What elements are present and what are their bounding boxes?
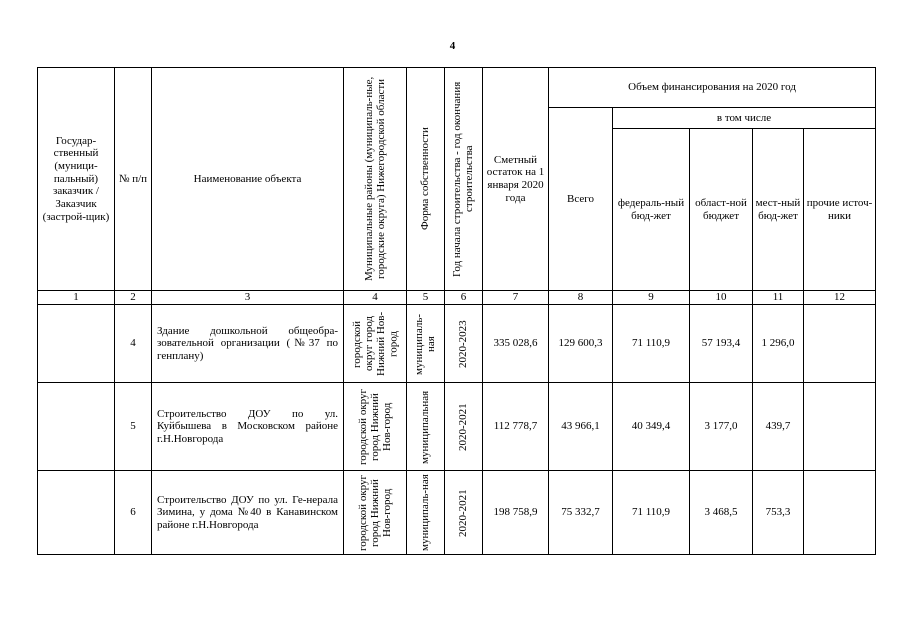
row-no: 6 bbox=[115, 471, 152, 555]
row-ownership bbox=[407, 383, 445, 471]
row-customer bbox=[38, 305, 115, 383]
row-district-text: городской округ город Нижний Нов-город bbox=[350, 311, 400, 376]
column-number: 10 bbox=[690, 291, 753, 305]
row-ownership-text: муниципальная bbox=[419, 389, 432, 464]
row-other bbox=[804, 383, 876, 471]
column-number: 6 bbox=[445, 291, 483, 305]
column-number: 2 bbox=[115, 291, 152, 305]
column-number: 1 bbox=[38, 291, 115, 305]
row-ownership-text: муниципаль-ная bbox=[413, 312, 438, 375]
row-district bbox=[344, 471, 407, 555]
row-local: 439,7 bbox=[753, 383, 804, 471]
column-number: 7 bbox=[483, 291, 549, 305]
row-regional: 3 177,0 bbox=[690, 383, 753, 471]
row-object-name: Здание дошкольной общеобра-зовательной организации (№37 по генплану) bbox=[152, 305, 344, 383]
row-total: 43 966,1 bbox=[549, 383, 613, 471]
row-federal: 40 349,4 bbox=[613, 383, 690, 471]
column-number: 3 bbox=[152, 291, 344, 305]
header-including: в том числе bbox=[613, 108, 876, 129]
header-years-text: Год начала строительства - год окончания строительства bbox=[451, 81, 476, 277]
header-district-text: Муниципальные районы (муниципаль-ные, городские округа) Нижегородской области bbox=[362, 76, 387, 282]
row-years-text: 2020-2021 bbox=[457, 488, 470, 537]
header-total: Всего bbox=[549, 108, 613, 291]
header-other: прочие источ-ники bbox=[804, 129, 876, 291]
row-local: 1 296,0 bbox=[753, 305, 804, 383]
row-years bbox=[445, 471, 483, 555]
table-row bbox=[38, 383, 876, 471]
header-regional: област-ной бюджет bbox=[690, 129, 753, 291]
header-funding-title: Объем финансирования на 2020 год bbox=[549, 68, 876, 108]
header-federal: федераль-ный бюд-жет bbox=[613, 129, 690, 291]
row-years bbox=[445, 383, 483, 471]
row-ownership-text: муниципаль-ная bbox=[419, 474, 432, 551]
column-number: 8 bbox=[549, 291, 613, 305]
row-total: 75 332,7 bbox=[549, 471, 613, 555]
row-local: 753,3 bbox=[753, 471, 804, 555]
row-estimate: 112 778,7 bbox=[483, 383, 549, 471]
column-number: 5 bbox=[407, 291, 445, 305]
row-other bbox=[804, 471, 876, 555]
row-ownership bbox=[407, 305, 445, 383]
column-numbers-row bbox=[38, 291, 876, 305]
row-regional: 57 193,4 bbox=[690, 305, 753, 383]
row-years bbox=[445, 305, 483, 383]
header-years bbox=[445, 68, 483, 291]
column-number: 11 bbox=[753, 291, 804, 305]
row-district bbox=[344, 305, 407, 383]
header-row-no: № п/п bbox=[115, 68, 152, 291]
column-number: 12 bbox=[804, 291, 876, 305]
header-ownership bbox=[407, 68, 445, 291]
header-ownership-text: Форма собственности bbox=[419, 127, 432, 231]
row-district-text: городской округ город Нижний Нов-город bbox=[356, 474, 394, 551]
row-regional: 3 468,5 bbox=[690, 471, 753, 555]
column-number: 9 bbox=[613, 291, 690, 305]
row-customer bbox=[38, 471, 115, 555]
row-no: 5 bbox=[115, 383, 152, 471]
table-row bbox=[38, 305, 876, 383]
row-years-text: 2020-2023 bbox=[457, 319, 470, 368]
row-ownership bbox=[407, 471, 445, 555]
header-local: мест-ный бюд-жет bbox=[753, 129, 804, 291]
row-object-name: Строительство ДОУ по ул. Куйбышева в Московском районе г.Н.Новгорода bbox=[152, 383, 344, 471]
header-customer: Государ-ственный (муници-пальный) заказчик / Заказчик (застрой-щик) bbox=[38, 68, 115, 291]
row-federal: 71 110,9 bbox=[613, 471, 690, 555]
column-number: 4 bbox=[344, 291, 407, 305]
table-row bbox=[38, 471, 876, 555]
funding-table bbox=[37, 67, 876, 555]
row-federal: 71 110,9 bbox=[613, 305, 690, 383]
header-district bbox=[344, 68, 407, 291]
row-estimate: 335 028,6 bbox=[483, 305, 549, 383]
row-estimate: 198 758,9 bbox=[483, 471, 549, 555]
row-no: 4 bbox=[115, 305, 152, 383]
header-object-name: Наименование объекта bbox=[152, 68, 344, 291]
row-customer bbox=[38, 383, 115, 471]
row-years-text: 2020-2021 bbox=[457, 402, 470, 451]
header-estimate-balance: Сметный остаток на 1 января 2020 года bbox=[483, 68, 549, 291]
row-total: 129 600,3 bbox=[549, 305, 613, 383]
row-object-name: Строительство ДОУ по ул. Ге-нерала Зимина, у дома №40 в Канавинском районе г.Н.Новгорода bbox=[152, 471, 344, 555]
row-district-text: городской округ город Нижний Нов-город bbox=[356, 388, 394, 465]
row-other bbox=[804, 305, 876, 383]
page-number: 4 bbox=[449, 40, 456, 52]
row-district bbox=[344, 383, 407, 471]
